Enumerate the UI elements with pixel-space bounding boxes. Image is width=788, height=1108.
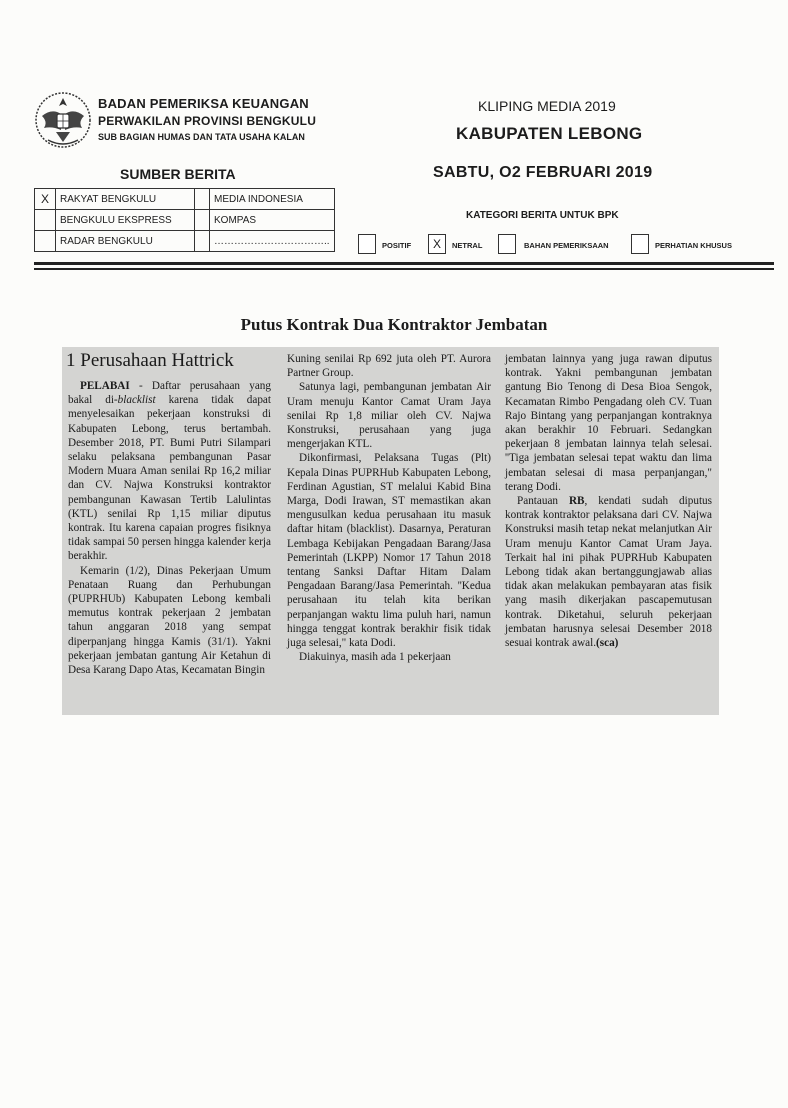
source-checkbox[interactable] [35,210,56,231]
source-checkbox[interactable] [195,189,210,210]
header-divider [34,268,774,270]
article-paragraph: jembatan lainnya yang juga rawan diputus kontrak. Yakni pembangunan jembatan gantung Bio Tenong di Desa Bioa Sengok, Kecamatan Rimbo Pengadang oleh CV. Tuan Rajo Bintang yang perpanjangan kontraknya akan berakhir 10 Februari. Sedangkan pekerjaan 8 jembatan lainnya telah selesai. ''Tiga jembatan selesai tepat waktu dan lima jembatan selesai di masa perpanjangan," terang Dodi. [505,353,712,493]
source-row [35,210,335,231]
article-paragraph: PELABAI - Daftar perusahaan yang bakal di-blacklist karena tidak dapat menyelesaikan pekerjaan konstruksi di Kabupaten Lebong, terus bertambah. Desember 2018, PT. Bumi Putri Silampari selaku pelaksana pembangunan Pasar Modern Muara Aman senilai Rp 16,2 miliar dan CV. Najwa Konstruksi kontraktor pembangunan Kawasan Tertib Lalulintas (KTL) senilai Rp 1,15 miliar diputus kontrak. Itu karena capaian progres fisiknya tidak sampai 50 persen hingga kalender kerja berakhir. [68,380,272,563]
article-paragraph: Diakuinya, masih ada 1 pekerjaan [299,651,451,664]
article-dateline: PELABAI [80,380,130,392]
category-checkbox-positif[interactable] [358,234,376,254]
category-checkbox-perhatian[interactable] [631,234,649,254]
article-paragraph: Kuning senilai Rp 692 juta oleh PT. Aurora Partner Group. [287,353,491,380]
article-byline: (sca) [596,637,619,650]
category-label-positif: POSITIF [382,241,412,250]
category-title: KATEGORI BERITA UNTUK BPK [466,210,619,221]
article-paragraph: Kemarin (1/2), Dinas Pekerjaan Umum Penataan Ruang dan Perhubungan (PUPRHUb) Kabupaten Lebong kembali memutus kontrak pekerjaan 2 jembatan tahun anggaran 2018 yang sempat diperpanjang hingga Kamis (31/1). Yakni pekerjaan jembatan gantung Air Ketahun di Desa Karang Dapo Atas, Kecamatan Bingin [68,564,271,677]
source-row [35,231,335,252]
category-label-bahan: BAHAN PEMERIKSAAN [524,241,609,250]
source-checkbox[interactable] [195,210,210,231]
article-subhead: 1 Perusahaan Hattrick [66,350,234,371]
source-name: RAKYAT BENGKULU [56,189,195,210]
source-name: RADAR BENGKULU [56,231,195,252]
org-subdivision: SUB BAGIAN HUMAS DAN TATA USAHA KALAN [98,132,305,142]
sources-table [34,188,335,252]
source-name: BENGKULU EKSPRESS [56,210,195,231]
garuda-emblem-icon [34,90,92,152]
article-paragraph: Pantauan RB, kendati sudah diputus kontrak kontraktor pelaksana dari CV. Najwa Konstruksi masih tetap nekat melanjutkan Air Uram menuju Kantor Camat Uram Jaya. Terkait hal ini pihak PUPRHub Kabupaten Lebong tidak akan bertanggungjawab alias tidak akan melakukan pembayaran atas fisik yang masih dikerjakan pascapemutusan kontrak. Diketahui, seluruh pekerjaan jembatan harusnya selesai Desember 2018 sesuai kontrak awal.(sca) [505,495,712,650]
publication-date: SABTU, O2 FEBRUARI 2019 [433,164,653,181]
category-checkbox-bahan[interactable] [498,234,516,254]
category-label-perhatian: PERHATIAN KHUSUS [655,241,732,250]
source-name: …………………………….. [210,231,335,252]
article-paragraph: Dikonfirmasi, Pelaksana Tugas (Plt) Kepala Dinas PUPRHub Kabupaten Lebong, Ferdinan Agustian, ST melalui Kabid Bina Marga, Dodi Irawan, ST memastikan akan mengusulkan kedua perusahaan itu masuk daftar hitam (blacklist). Dasarnya, Peraturan Lembaga Kebijakan Pengadaan Barang/Jasa Pemerintah (LKPP) Nomor 17 Tahun 2018 tentang Sanksi Daftar Hitam Dalam Pengadaan Barang/Jasa Pemerintah. ''Kedua perusahaan itu telah kita berikan perpanjangan waktu lima puluh hari, namun hingga tenggat kontrak berakhir fisik tidak juga selesai," kata Dodi. [287,452,491,650]
source-name: MEDIA INDONESIA [210,189,335,210]
regency-title: KABUPATEN LEBONG [456,124,643,143]
source-checkbox[interactable] [195,231,210,252]
org-name: BADAN PEMERIKSA KEUANGAN [98,96,309,111]
category-label-netral: NETRAL [452,241,483,250]
kliping-title: KLIPING MEDIA 2019 [478,98,616,114]
article-column-1 [68,379,271,677]
org-region: PERWAKILAN PROVINSI BENGKULU [98,114,317,128]
source-name: KOMPAS [210,210,335,231]
source-row [35,189,335,210]
header-divider [34,262,774,265]
article-paragraph: Satunya lagi, pembangunan jembatan Air Uram menuju Kantor Camat Uram Jaya senilai Rp 1,8 miliar oleh CV. Najwa Konstruksi, perusahaan yang juga mengerjakan KTL. [287,381,491,451]
source-checkbox[interactable]: X [35,189,56,210]
source-checkbox[interactable] [35,231,56,252]
sources-title: SUMBER BERITA [120,166,236,182]
article-headline: Putus Kontrak Dua Kontraktor Jembatan [240,315,548,334]
article-column-2 [287,352,491,664]
category-checkbox-netral[interactable]: X [428,234,446,254]
article-column-3 [505,352,712,650]
